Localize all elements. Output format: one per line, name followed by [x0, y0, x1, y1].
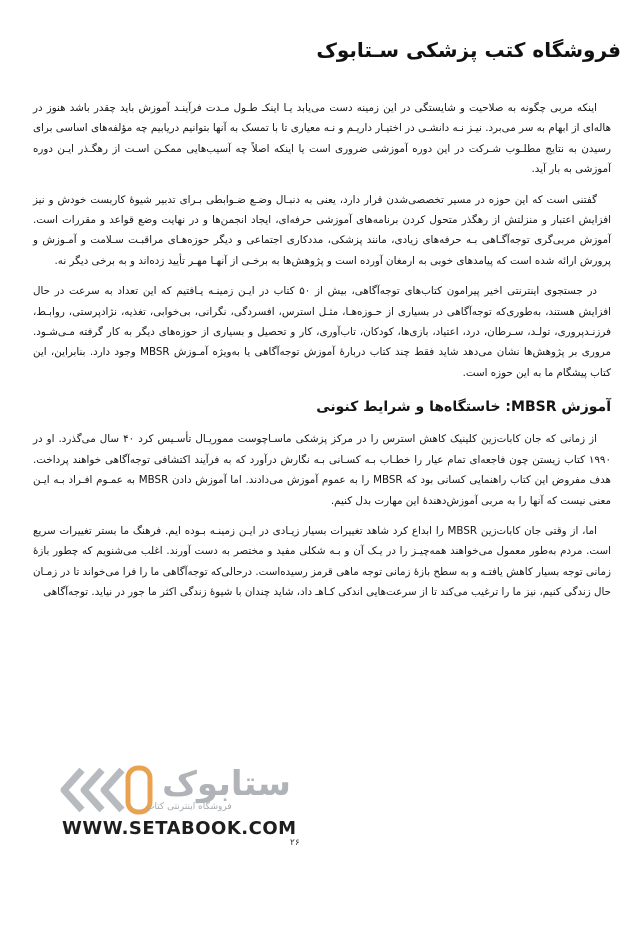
page-body: [33, 98, 611, 613]
paragraph-3: در جستجوی اینترنتی اخیر پیرامون کتاب‌های توجه‌آگاهی، بیش از ۵۰ کتاب در ایـن زمینـه یـافتیم که این تعداد به سرعت در حال افزایش هستند، به‌طوری‌که توجه‌آگاهی در بسیاری از حـوزه‌هـا، مثـل استرس، افسردگی، نگرانی، بی‌خوابی، تغذیه، نژادپرستی، روابـط، فرزنـدپروری، تولـد، سـرطان، درد، اعتیاد، بازی‌ها، کودکان، تاب‌آوری، کار و تحصیل و بسیاری از حوزه‌های دیگر به کار گرفته مـی‌شـود. مروری بر پژوهش‌ها نشان می‌دهد شاید فقط چند کتاب دربارهٔ آموزش توجه‌آگاهی یا به‌ویژه آمـوزش MBSR وجود دارد. بنابراین، این کتاب پیشگام ما به این حوزه است.: [33, 285, 611, 379]
section-heading: آموزش MBSR: خاستگاه‌ها و شرایط کنونی: [316, 399, 611, 416]
watermark-subtitle: فروشگاه اینترنتی کتاب: [146, 802, 232, 812]
setabook-watermark: [54, 762, 291, 818]
section-paragraph-2: اما، از وقتی جان کابات‌زین MBSR را ابداع کرد شاهد تغییرات بسیار زیـادی در ایـن زمینـه بـوده‌ ایم. فرهنگ ما بستر تغییرات سریع است. مردم به‌طور معمول می‌خواهند همه‌چیـز را در یـک آن و بـه شکلی مفید و مختصر به دست آورند. اغلب می‌شنویم که چطور بازهٔ زمانی توجه بسیار کاهش یافتـه و به سطح بازهٔ زمانی توجه ماهی قرمز رسیده‌است. درحالی‌که توجه‌آگاهی ما را فرا می‌خواند تا در زمـان حال زندگی کنیم، نیز ما را ترغیب می‌کند تا از سرعت‌هایی اندکی کـاهـ داد، شاید چندان با شیوهٔ زندگی اکثر ما جور در نیاید. توجه‌آگاهی: [33, 524, 611, 599]
site-url[interactable]: WWW.SETABOOK.COM: [62, 818, 297, 839]
chevron-logo-icon: [54, 762, 154, 818]
page-number: ۲۶: [290, 838, 300, 848]
store-title: فروشگاه کتب پزشکی سـتابوک: [316, 38, 621, 62]
watermark-brand: ستابوک: [162, 764, 291, 804]
paragraph-1: اینکه مربی چگونه به صلاحیت و شایستگی در این زمینه دست می‌یابد یـا اینکـ طـول مـدت فرآینـد آموزش باید چقدر باشد هنوز در هاله‌ای از ابهام به سر می‌برد. نیـز نـه دانشـی در اختیـار داریـم و نـه معیاری تا با تمسک به آنها بتوانیم دریابیم چه مؤلفه‌های اساسی برای رسیدن به نتایج مطلـوب شـرکت در این دوره آموزشی ضروری است یا اینکه اصلاً چه آسیب‌هایی ممکـن اسـت از رهگـذر ایـن دوره آموزشی به بار آید.: [33, 102, 611, 176]
paragraph-2: گفتنی است که این حوزه در مسیر تخصصی‌شدن قرار دارد، یعنی به دنبـال وضـع ضـوابطی بـرای تدبیر شیوهٔ کاربست خودش و نیز افزایش اعتبار و منزلتش از رهگذر متحول کردن برنامه‌های آموزشی حرفه‌ای، ایجاد انجمن‌ها و در نهایت وضع قواعد و مقررات است. آموزش مربی‌گری توجه‌آگـاهی بـه حرفه‌های زیادی، مانند پزشکی، مددکاری اجتماعی و دیگر حوزه‌هـای مراقبـت سـلامت و آمـوزش و پرورش ارائه شده است که پیامدهای خوبی به ارمغان آورده است و پژوهش‌ها به برخـی از آنهـا مهـر تأیید زده‌اند و به برخی دیگر نه.: [33, 193, 611, 267]
section-paragraph-1: از زمانی که جان کابات‌زین کلینیک کاهش استرس را در مرکز پزشکی ماسـاچوست مموریـال تأسـیس کرد ۴۰ سال می‌گذرد. او در ۱۹۹۰ کتاب زیستن چون فاجعه‌ای تمام عیار را خطـاب بـه کسـانی بـه نگارش درآورد که به فرآیند اکتشافی توجه‌آگاهی خواهند پرداخت. هدف مفروض این کتاب راهنمایی کسانی بود که MBSR را به عموم آموزش می‌دادند. اما آموزش دادن MBSR به عمـوم افـراد بـه ایـن معنی نیست که آنها را به مربی آموزش‌دهندهٔ این مهارت بدل کنیم.: [33, 433, 611, 507]
